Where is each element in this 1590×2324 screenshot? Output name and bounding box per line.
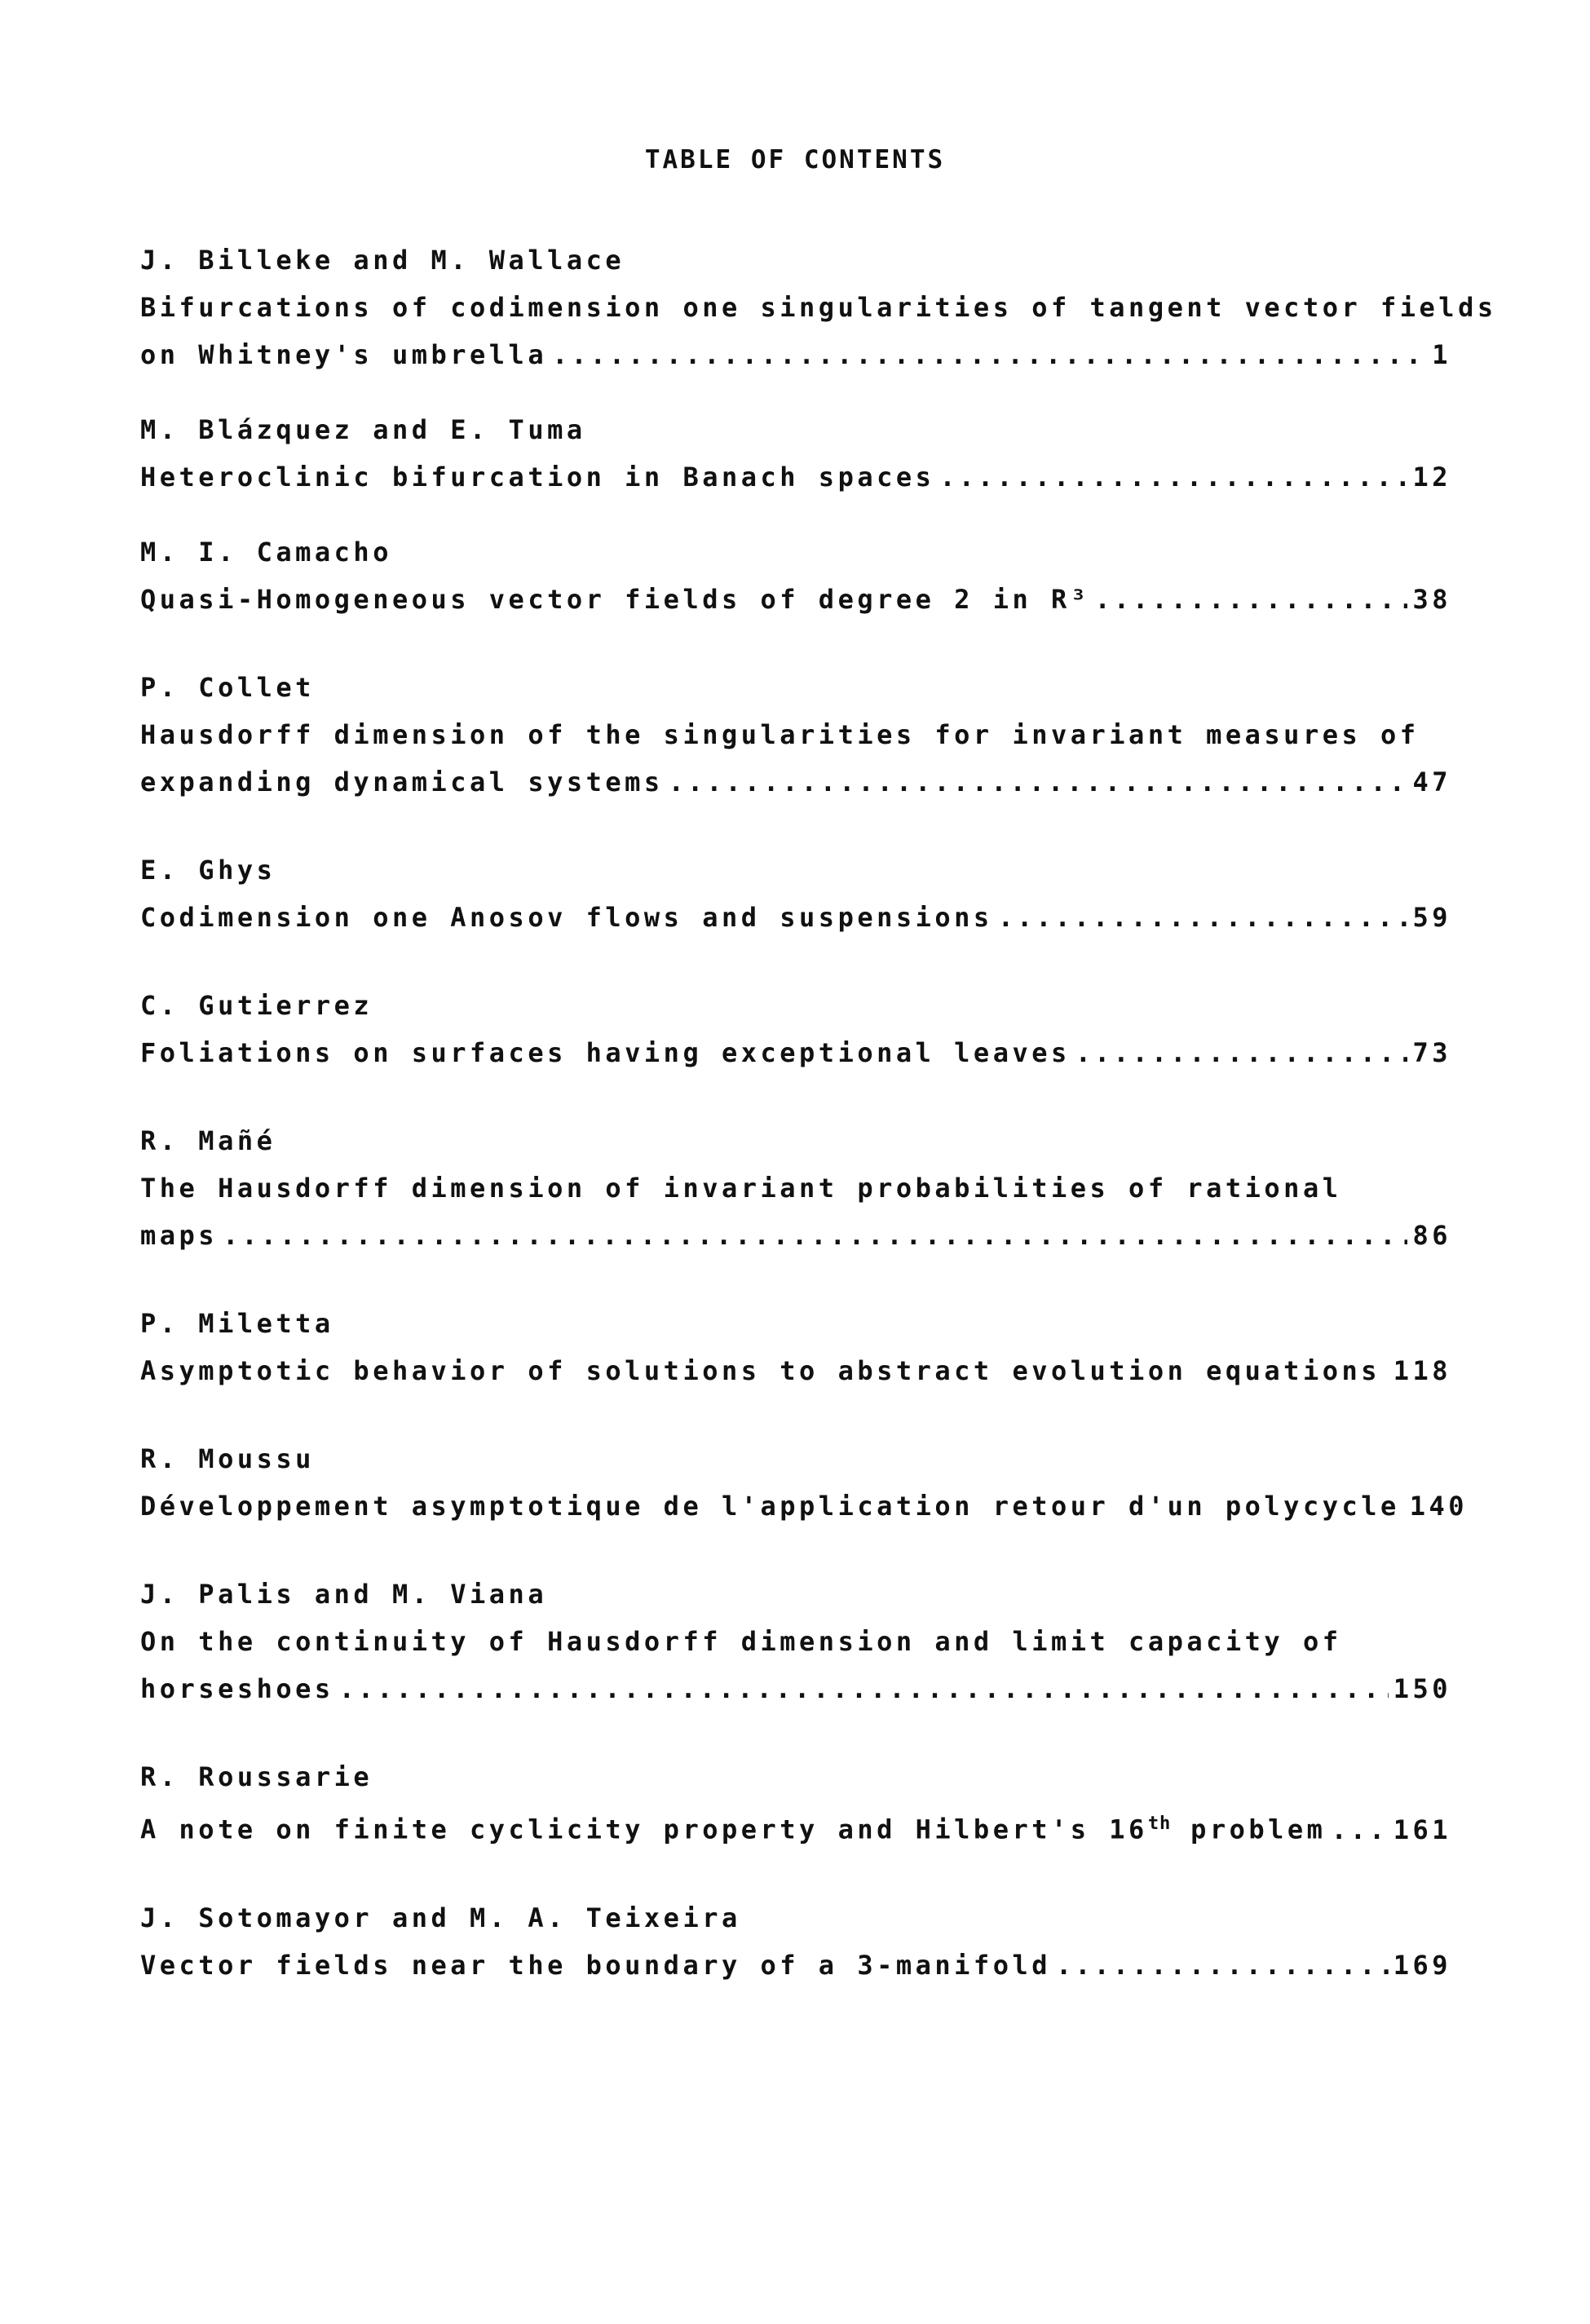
toc-entry <box>140 1571 1451 1712</box>
entry-title-lead: On the continuity of Hausdorff dimension and limit capacity of <box>140 1626 1342 1657</box>
entry-title: maps <box>140 1220 219 1251</box>
entry-authors: J. Palis and M. Viana <box>140 1579 548 1610</box>
entry-authors: M. Blázquez and E. Tuma <box>140 414 586 445</box>
toc-entry <box>140 1435 1469 1530</box>
entry-title-line[interactable] <box>140 453 1451 501</box>
dot-leader <box>223 1212 1407 1259</box>
entry-title-line[interactable] <box>140 331 1451 378</box>
dot-leader <box>998 894 1408 941</box>
entry-page-number: 12 <box>1412 462 1451 493</box>
entry-title: Asymptotic behavior of solutions to abstract evolution equations <box>140 1355 1380 1386</box>
entry-title: Quasi-Homogeneous vector fields of degree 2 in R³ <box>140 584 1090 615</box>
entry-page-number: 38 <box>1412 584 1451 615</box>
dot-leader <box>939 453 1407 501</box>
entry-title: expanding dynamical systems <box>140 767 664 797</box>
entry-page-number: 169 <box>1393 1949 1451 1981</box>
entry-title: horseshoes <box>140 1673 334 1704</box>
dot-leader <box>669 758 1408 806</box>
entry-authors: P. Collet <box>140 672 315 703</box>
entry-title: Heteroclinic bifurcation in Banach spaces <box>140 462 935 493</box>
entry-title: on Whitney's umbrella <box>140 339 548 370</box>
entry-title-line[interactable] <box>140 1347 1451 1394</box>
dot-leader <box>1056 1942 1389 1989</box>
ordinal-superscript: th <box>1147 1814 1172 1834</box>
entry-title-lead: The Hausdorff dimension of invariant probabilities of rational <box>140 1173 1342 1204</box>
entry-authors: J. Billeke and M. Wallace <box>140 245 625 276</box>
entry-page-number: 140 <box>1409 1491 1469 1522</box>
entry-page-number: 1 <box>1432 339 1451 370</box>
entry-title-line[interactable] <box>140 1029 1451 1076</box>
entry-page-number: 86 <box>1412 1220 1451 1251</box>
entry-page-number: 161 <box>1393 1814 1451 1845</box>
dot-leader <box>339 1665 1389 1712</box>
toc-entry <box>140 528 1451 623</box>
dot-leader <box>1385 1347 1389 1394</box>
table-of-contents <box>140 236 1497 2030</box>
entry-title-line[interactable] <box>140 576 1451 623</box>
entry-title-line[interactable] <box>140 894 1451 941</box>
entry-title-line[interactable] <box>140 1942 1451 1989</box>
entry-authors: R. Moussu <box>140 1443 315 1474</box>
entry-title: Développement asymptotique de l'application retour d'un polycycle <box>140 1491 1400 1522</box>
page-title: TABLE OF CONTENTS <box>644 145 946 175</box>
entry-authors: P. Miletta <box>140 1308 334 1339</box>
entry-title-line[interactable] <box>140 1482 1469 1530</box>
entry-page-number: 150 <box>1393 1673 1451 1704</box>
entry-title-part: A note on finite cyclicity property and Hilbert's 16 <box>140 1814 1148 1845</box>
toc-entry <box>140 1117 1451 1259</box>
entry-authors: J. Sotomayor and M. A. Teixeira <box>140 1902 741 1933</box>
entry-page-number: 59 <box>1412 902 1451 933</box>
dot-leader <box>1095 576 1408 623</box>
dot-leader <box>552 331 1427 378</box>
toc-entry <box>140 236 1497 378</box>
entry-authors: M. I. Camacho <box>140 537 392 568</box>
entry-page-number: 47 <box>1412 767 1451 797</box>
entry-title: Foliations on surfaces having exceptional leaves <box>140 1037 1071 1068</box>
entry-title: Vector fields near the boundary of a 3-manifold <box>140 1949 1051 1981</box>
entry-authors: R. Mañé <box>140 1125 276 1156</box>
dot-leader <box>1331 1806 1388 1853</box>
dot-leader <box>1075 1029 1408 1076</box>
toc-entry <box>140 1300 1451 1394</box>
entry-title: Codimension one Anosov flows and suspensions <box>140 902 993 933</box>
entry-title-lead: Hausdorff dimension of the singularities for invariant measures of <box>140 719 1420 750</box>
entry-authors: E. Ghys <box>140 855 276 886</box>
toc-entry <box>140 982 1451 1076</box>
entry-authors: C. Gutierrez <box>140 990 373 1021</box>
entry-title-line[interactable] <box>140 1800 1451 1853</box>
toc-entry <box>140 846 1451 941</box>
entry-title-line[interactable] <box>140 758 1451 806</box>
entry-page-number: 73 <box>1412 1037 1451 1068</box>
toc-entry <box>140 1894 1451 1989</box>
toc-entry <box>140 664 1451 806</box>
entry-title-lead: Bifurcations of codimension one singularities of tangent vector fields <box>140 292 1497 323</box>
entry-title-part: problem <box>1171 1814 1327 1845</box>
entry-title-line[interactable] <box>140 1212 1451 1259</box>
toc-entry <box>140 406 1451 501</box>
entry-title-line[interactable] <box>140 1665 1451 1712</box>
entry-title <box>140 1800 1326 1853</box>
toc-entry <box>140 1753 1451 1853</box>
entry-authors: R. Roussarie <box>140 1761 373 1792</box>
entry-page-number: 118 <box>1393 1355 1451 1386</box>
